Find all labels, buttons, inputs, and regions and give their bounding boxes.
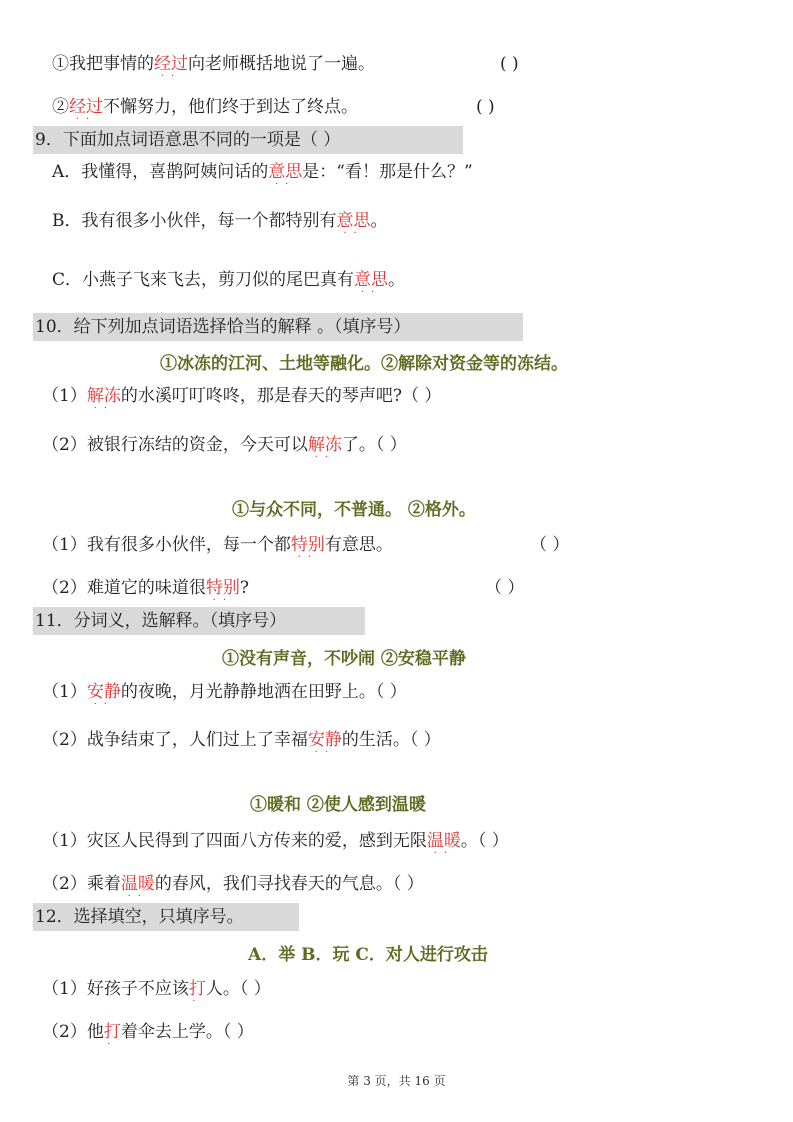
keyword: 意思 ·· [354, 270, 389, 298]
q11-sentence-3: （1）灾区人民得到了四面八方传来的爱，感到无限温暖 ·· 。（ ） [42, 831, 509, 859]
q11-sentence-4: （2）乘着温暖 ·· 的春风，我们寻找春天的气息。（ ） [42, 874, 424, 902]
keyword: 经过 ·· [69, 97, 103, 125]
q10-heading: 10．给下列加点词语选择恰当的解释 。（填序号） [33, 313, 523, 341]
keyword: 温暖 ·· [120, 874, 155, 902]
keyword: 解冻 ·· [86, 386, 121, 414]
q8-sentence-1: ①我把事情的经过 ·· 向老师概括地说了一遍。 [52, 54, 375, 82]
keyword: 意思 ·· [268, 162, 303, 190]
answer-paren[interactable]: （ ） [530, 535, 570, 555]
keyword: 解冻 ·· [307, 435, 342, 463]
q10-sentence-1: （1）解冻 ·· 的水溪叮叮咚咚，那是春天的琴声吧?（ ） [42, 386, 442, 414]
q10-sentence-2: （2）被银行冻结的资金，今天可以解冻 ·· 了。（ ） [42, 435, 407, 463]
q10-options-2: ①与众不同，不普通。 ②格外。 [232, 500, 476, 520]
q9-option-c: C．小燕子飞来飞去，剪刀似的尾巴真有意思 ·· 。 [52, 270, 406, 298]
answer-paren[interactable]: ( ) [476, 97, 495, 117]
keyword: 温暖 ·· [426, 831, 461, 859]
q10-options-1: ①冰冻的江河、土地等融化。②解除对资金等的冻结。 [160, 354, 568, 374]
q11-heading: 11．分词义，选解释。（填序号） [33, 607, 365, 635]
keyword: 打 · [188, 979, 206, 1007]
q11-sentence-2: （2）战争结束了，人们过上了幸福安静 ·· 的生活。（ ） [42, 730, 441, 758]
q10-sentence-4: （2）难道它的味道很特别 ·· ? [42, 578, 249, 606]
keyword: 经过 ·· [154, 54, 188, 82]
q11-options-2: ①暖和 ②使人感到温暖 [250, 795, 426, 815]
keyword: 安静 ·· [307, 730, 342, 758]
q12-heading: 12．选择填空，只填序号。 [33, 903, 299, 931]
q11-sentence-1: （1）安静 ·· 的夜晚，月光静静地洒在田野上。（ ） [42, 682, 407, 710]
page-footer: 第 3 页，共 16 页 [347, 1074, 446, 1088]
q11-options-1: ①没有声音，不吵闹 ②安稳平静 [222, 649, 466, 669]
keyword: 安静 ·· [86, 682, 121, 710]
keyword: 意思 ·· [336, 211, 371, 239]
q8-sentence-2: ②经过 ·· 不懈努力，他们终于到达了终点。 [52, 97, 358, 125]
answer-paren[interactable]: （ ） [485, 578, 525, 598]
q12-sentence-2: （2）他打 · 着伞去上学。（ ） [42, 1022, 254, 1050]
q9-heading: 9．下面加点词语意思不同的一项是（ ） [33, 126, 463, 154]
answer-paren[interactable]: ( ) [500, 54, 519, 74]
q12-sentence-1: （1）好孩子不应该打 · 人。（ ） [42, 979, 271, 1007]
q12-options: A．举 B．玩 C．对人进行攻击 [248, 945, 488, 965]
keyword: 打 · [103, 1022, 121, 1050]
q9-option-a: A．我懂得，喜鹊阿姨问话的意思 ·· 是：“看！那是什么？” [52, 162, 473, 190]
q10-sentence-3: （1）我有很多小伙伴，每一个都特别 ·· 有意思。 [42, 535, 393, 563]
keyword: 特别 ·· [290, 535, 325, 563]
keyword: 特别 ·· [205, 578, 240, 606]
q9-option-b: B．我有很多小伙伴，每一个都特别有意思 ·· 。 [52, 211, 388, 239]
